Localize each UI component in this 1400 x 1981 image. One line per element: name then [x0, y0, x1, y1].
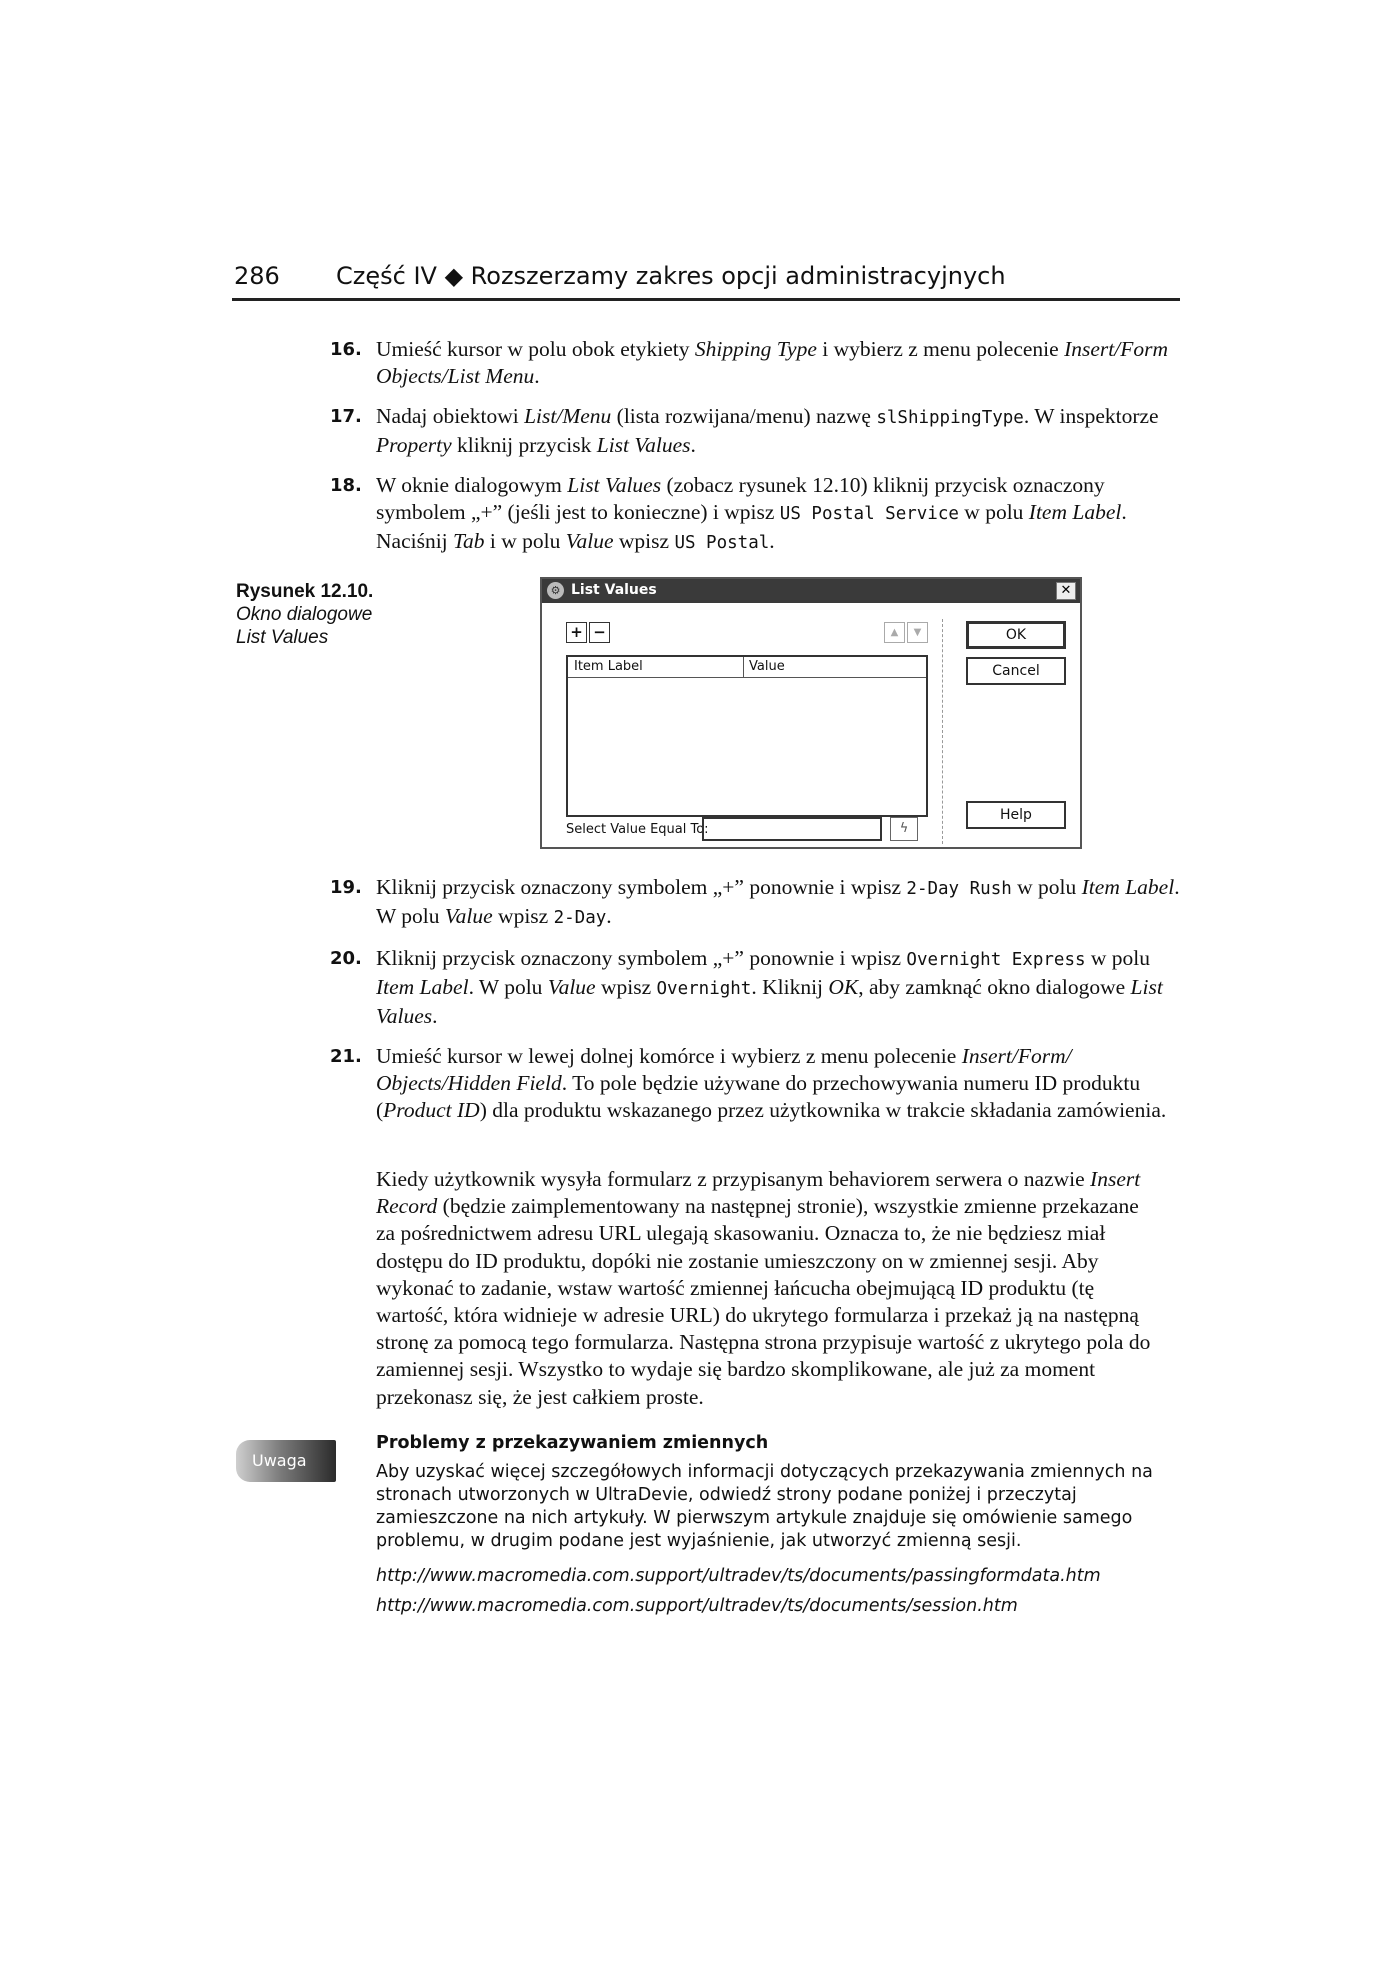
add-item-button[interactable]: +: [566, 622, 587, 643]
italic-term: Value: [444, 904, 493, 928]
text-run: . Kliknij: [751, 975, 829, 999]
text-run: .: [769, 529, 775, 553]
step-item: [326, 472, 1186, 557]
code-text: Overnight Express: [906, 950, 1086, 970]
step-number: 16.: [330, 339, 362, 360]
text-run: ) dla produktu wskazanego przez użytkownika w trakcie składania zamówienia.: [479, 1098, 1167, 1122]
text-run: Umieść kursor w polu obok etykiety: [376, 337, 695, 361]
step-item: [326, 336, 1186, 390]
italic-term: Value: [565, 529, 614, 553]
steps-list-1: [326, 336, 1186, 570]
text-run: Umieść kursor w lewej dolnej komórce i wybierz z menu polecenie: [376, 1044, 962, 1068]
step-item: [326, 874, 1186, 932]
help-button[interactable]: Help: [966, 801, 1066, 829]
close-icon[interactable]: ✕: [1056, 582, 1076, 600]
italic-term: Shipping Type: [694, 337, 817, 361]
italic-term: Property: [376, 433, 452, 457]
text-run: (lista rozwijana/menu) nazwę: [611, 404, 877, 428]
code-text: Overnight: [656, 979, 752, 999]
figure-caption: [236, 580, 386, 649]
step-number: 18.: [330, 475, 362, 496]
select-value-input[interactable]: [702, 817, 882, 841]
figure-caption-line-2: List Values: [236, 627, 329, 648]
italic-term: Item Label: [1028, 500, 1122, 524]
italic-term: Tab: [453, 529, 485, 553]
list-values-dialog: [540, 577, 1082, 849]
chapter-title: Część IV ◆ Rozszerzamy zakres opcji administracyjnych: [336, 262, 1006, 290]
note-body: Aby uzyskać więcej szczegółowych informacji dotyczących przekazywania zmiennych na stronach utworzonych w UltraDevie, odwiedź strony podane poniżej i przeczytaj zamieszczone na nich artykuły. W pierwszym artykule znajduje się omówienie samego problemu, w drugim podane jest wyjaśnienie, jak utworzyć zmienną sesji.: [376, 1462, 1153, 1551]
text-run: Kliknij przycisk oznaczony symbolem „+” ponownie i wpisz: [376, 946, 907, 970]
step-item: [326, 403, 1186, 459]
code-text: slShippingType: [876, 408, 1024, 428]
values-list[interactable]: [566, 655, 928, 817]
text-run: .: [432, 1004, 438, 1028]
text-run: wpisz: [613, 529, 675, 553]
code-text: 2-Day: [553, 908, 607, 928]
note-link-2[interactable]: http://www.macromedia.com.support/ultradev/ts/documents/session.htm: [376, 1596, 1018, 1616]
dynamic-data-icon[interactable]: ϟ: [890, 817, 918, 841]
code-text: 2-Day Rush: [906, 879, 1012, 899]
text-run: Kliknij przycisk oznaczony symbolem „+” ponownie i wpisz: [376, 875, 907, 899]
text-run: .: [534, 364, 540, 388]
note-link-1[interactable]: http://www.macromedia.com.support/ultradev/ts/documents/passingformdata.htm: [376, 1566, 1101, 1586]
text-run: .: [606, 904, 612, 928]
text-run: (będzie zaimplementowany na następnej stronie), wszystkie zmienne przekazane za pośrednictwem adresu URL ulegają skasowaniu. Oznacza to, że nie będziesz miał dostępu do ID produktu, dopóki nie zostanie umieszczony on w zmiennej sesji. Aby wykonać to zadanie, wstaw wartość zmiennej łańcucha obejmującą ID produktu (tę wartość, która widnieje w adresie URL) do ukrytego formularza i przekaż ją na następną stronę za pomocą tego formularza. Następna strona przypisuje wartość z ukrytego pola do zamiennej sesji. Wszystko to wydaje się bardzo skomplikowane, ale już za moment przekonasz się, że jest całkiem proste.: [376, 1194, 1151, 1409]
note-box: [376, 1433, 1186, 1621]
text-run: wpisz: [595, 975, 657, 999]
note-title: Problemy z przekazywaniem zmiennych: [376, 1433, 769, 1453]
italic-term: Insert/Form/ Objects/Hidden Field: [376, 1044, 1072, 1095]
steps-list-2: [326, 874, 1186, 1137]
figure-caption-line-1: Okno dialogowe: [236, 604, 373, 625]
text-run: Kiedy użytkownik wysyła formularz z przypisanym behaviorem serwera o nazwie: [376, 1167, 1091, 1191]
text-run: W oknie dialogowym: [376, 473, 568, 497]
italic-term: List Values: [567, 473, 662, 497]
italic-term: Item Label: [376, 975, 469, 999]
text-run: . Naciśnij: [376, 500, 1127, 553]
select-value-label: Select Value Equal To:: [566, 822, 709, 837]
italic-term: List/Menu: [524, 404, 612, 428]
text-run: i w polu: [484, 529, 566, 553]
move-down-button[interactable]: ▼: [907, 622, 928, 643]
text-run: .: [690, 433, 696, 457]
step-number: 20.: [330, 948, 362, 969]
figure-label: Rysunek 12.10.: [236, 581, 374, 602]
italic-term: Insert Record: [376, 1167, 1141, 1219]
text-run: Nadaj obiektowi: [376, 404, 525, 428]
italic-term: List Values: [596, 433, 691, 457]
text-run: w polu: [1085, 946, 1151, 970]
italic-term: Insert/Form Objects/List Menu: [376, 337, 1168, 388]
move-up-button[interactable]: ▲: [884, 622, 905, 643]
step-item: [326, 945, 1186, 1030]
dialog-title: List Values: [571, 582, 657, 598]
column-value[interactable]: Value: [749, 659, 785, 674]
step-item: [326, 1043, 1186, 1124]
text-run: w polu: [958, 500, 1029, 524]
text-run: i wybierz z menu polecenie: [816, 337, 1065, 361]
page-number: 286: [234, 262, 280, 290]
ok-button[interactable]: OK: [966, 621, 1066, 649]
step-number: 17.: [330, 406, 362, 427]
italic-term: List Values: [376, 975, 1163, 1028]
list-header: [568, 657, 926, 678]
italic-term: OK: [828, 975, 859, 999]
column-item-label[interactable]: Item Label: [574, 659, 643, 674]
text-run: . W polu: [376, 875, 1180, 928]
text-run: , aby zamknąć okno dialogowe: [858, 975, 1131, 999]
body-paragraph: [376, 1166, 1160, 1411]
text-run: . W inspektorze: [1023, 404, 1159, 428]
italic-term: Item Label: [1081, 875, 1175, 899]
remove-item-button[interactable]: −: [589, 622, 610, 643]
cancel-button[interactable]: Cancel: [966, 657, 1066, 685]
code-text: US Postal Service: [779, 504, 959, 524]
italic-term: Product ID: [383, 1098, 480, 1122]
step-number: 19.: [330, 877, 362, 898]
text-run: (zobacz rysunek 12.10) kliknij przycisk oznaczony symbolem „+” (jeśli jest to konieczne) i wpisz: [376, 473, 1105, 524]
italic-term: Value: [547, 975, 596, 999]
code-text: US Postal: [674, 533, 770, 553]
dialog-app-icon: ⚙: [547, 582, 564, 599]
dialog-divider: [942, 619, 943, 844]
text-run: kliknij przycisk: [451, 433, 597, 457]
column-divider: [743, 657, 744, 677]
dialog-titlebar: [542, 579, 1080, 603]
running-header: [232, 258, 1180, 301]
note-badge-label: Uwaga: [252, 1451, 307, 1470]
text-run: . W polu: [468, 975, 548, 999]
text-run: w polu: [1011, 875, 1082, 899]
text-run: wpisz: [492, 904, 554, 928]
step-number: 21.: [330, 1046, 362, 1067]
text-run: . To pole będzie używane do przechowywania numeru ID produktu (: [376, 1071, 1141, 1122]
note-badge: [236, 1440, 336, 1482]
